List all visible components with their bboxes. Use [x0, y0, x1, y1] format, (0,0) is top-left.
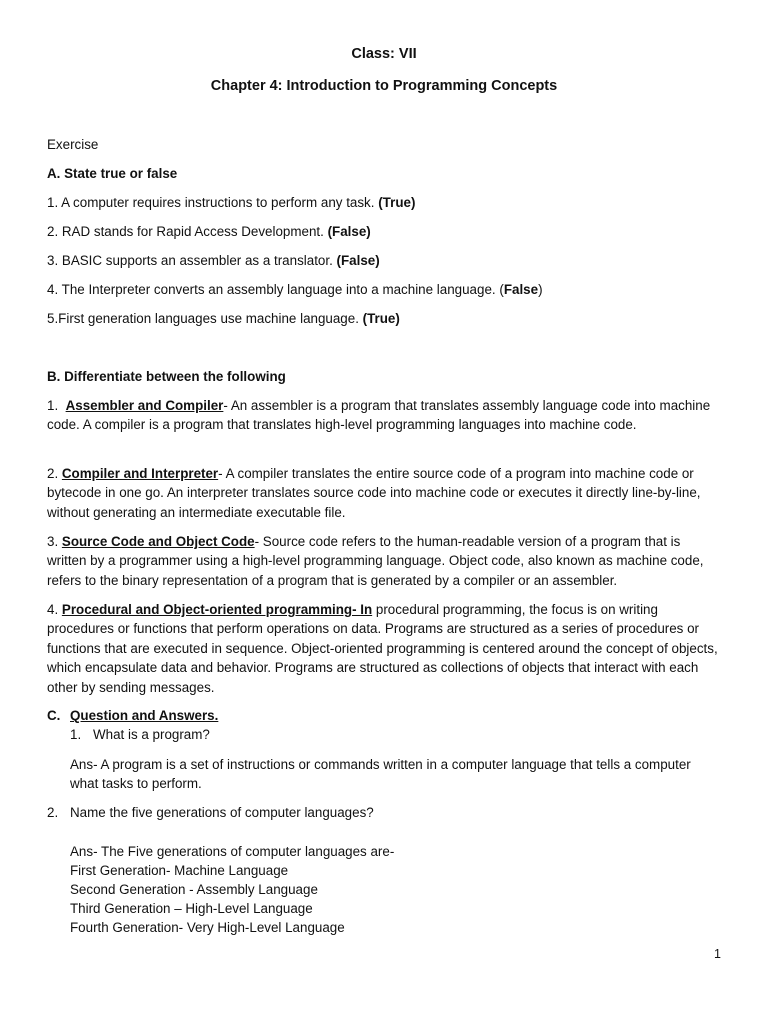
item-tail: ) [538, 282, 543, 297]
item-number: 4. [47, 602, 62, 617]
exercise-label: Exercise [47, 137, 99, 152]
generation-item: Third Generation – High-Level Language [70, 901, 313, 916]
differentiate-item [47, 396, 719, 435]
item-term: Compiler and Interpreter [61, 466, 219, 481]
answer-text: Ans- A program is a set of instructions or commands written in a computer language that tells a computer what tasks to perform. [70, 757, 691, 792]
item-answer: (False) [327, 224, 371, 239]
item-text: 3. BASIC supports an assembler as a translator. [47, 253, 337, 268]
generation-item: First Generation- Machine Language [70, 863, 289, 878]
item-answer: (True) [378, 195, 416, 210]
item-body: - A compiler translates the entire source code of a program into machine code or bytecode in one go. An interpreter translates source code into machine code or executes it directly line-by-line, without generating an intermediate executable file. [47, 466, 701, 520]
differentiate-item [47, 600, 719, 697]
item-text: 2. RAD stands for Rapid Access Development. [47, 224, 328, 239]
item-body: procedural programming, the focus is on writing procedures or functions that perform operations on data. Programs are structured as a series of procedures or functions that are executed in sequence. Object-oriented programming is centered around the concept of objects, which encapsulate data and behavior. Programs are structured as collections of objects that interact with each other by sending messages. [47, 602, 718, 695]
item-answer: False [503, 282, 539, 297]
generation-item: Second Generation - Assembly Language [70, 882, 318, 897]
item-body: - Source code refers to the human-readable version of a program that is written by a programmer using a high-level programming language. Object code, also known as machine code, refers to the binary representation of a program that is generated by a compiler or an assembler. [47, 534, 704, 588]
true-false-item [47, 193, 415, 212]
generation-item: Fourth Generation- Very High-Level Language [70, 920, 345, 935]
answer-intro: Ans- The Five generations of computer languages are- [70, 844, 395, 859]
item-text: 4. The Interpreter converts an assembly language into a machine language. ( [47, 282, 504, 297]
question-text: Name the five generations of computer languages? [70, 805, 374, 820]
true-false-item [47, 222, 371, 241]
section-b-heading: B. Differentiate between the following [47, 369, 286, 384]
page-number: 1 [714, 947, 721, 961]
item-body: - An assembler is a program that translates assembly language code into machine code. A compiler is a program that translates high-level programming languages into machine code. [47, 398, 711, 433]
question-number: 2. [47, 805, 59, 820]
item-answer: (True) [362, 311, 400, 326]
section-c-heading: Question and Answers. [70, 708, 219, 723]
true-false-item [47, 280, 543, 299]
section-a-heading: A. State true or false [47, 166, 178, 181]
item-term: Procedural and Object-oriented programming- In [61, 602, 373, 617]
class-title: Class: VII [351, 46, 417, 62]
section-c-letter: C. [47, 708, 61, 723]
question-number: 1. [70, 727, 82, 742]
item-term: Source Code and Object Code [61, 534, 255, 549]
item-answer: (False) [336, 253, 380, 268]
true-false-item [47, 251, 380, 270]
question-text: What is a program? [93, 727, 210, 742]
item-term: Assembler and Compiler [65, 398, 224, 413]
differentiate-item [47, 532, 719, 590]
item-number: 3. [47, 534, 62, 549]
chapter-title: Chapter 4: Introduction to Programming Concepts [210, 78, 558, 94]
item-number: 1. [47, 398, 66, 413]
item-number: 2. [47, 466, 62, 481]
true-false-item [47, 309, 400, 328]
item-text: 5.First generation languages use machine language. [47, 311, 363, 326]
differentiate-item [47, 464, 719, 522]
item-text: 1. A computer requires instructions to perform any task. [47, 195, 379, 210]
